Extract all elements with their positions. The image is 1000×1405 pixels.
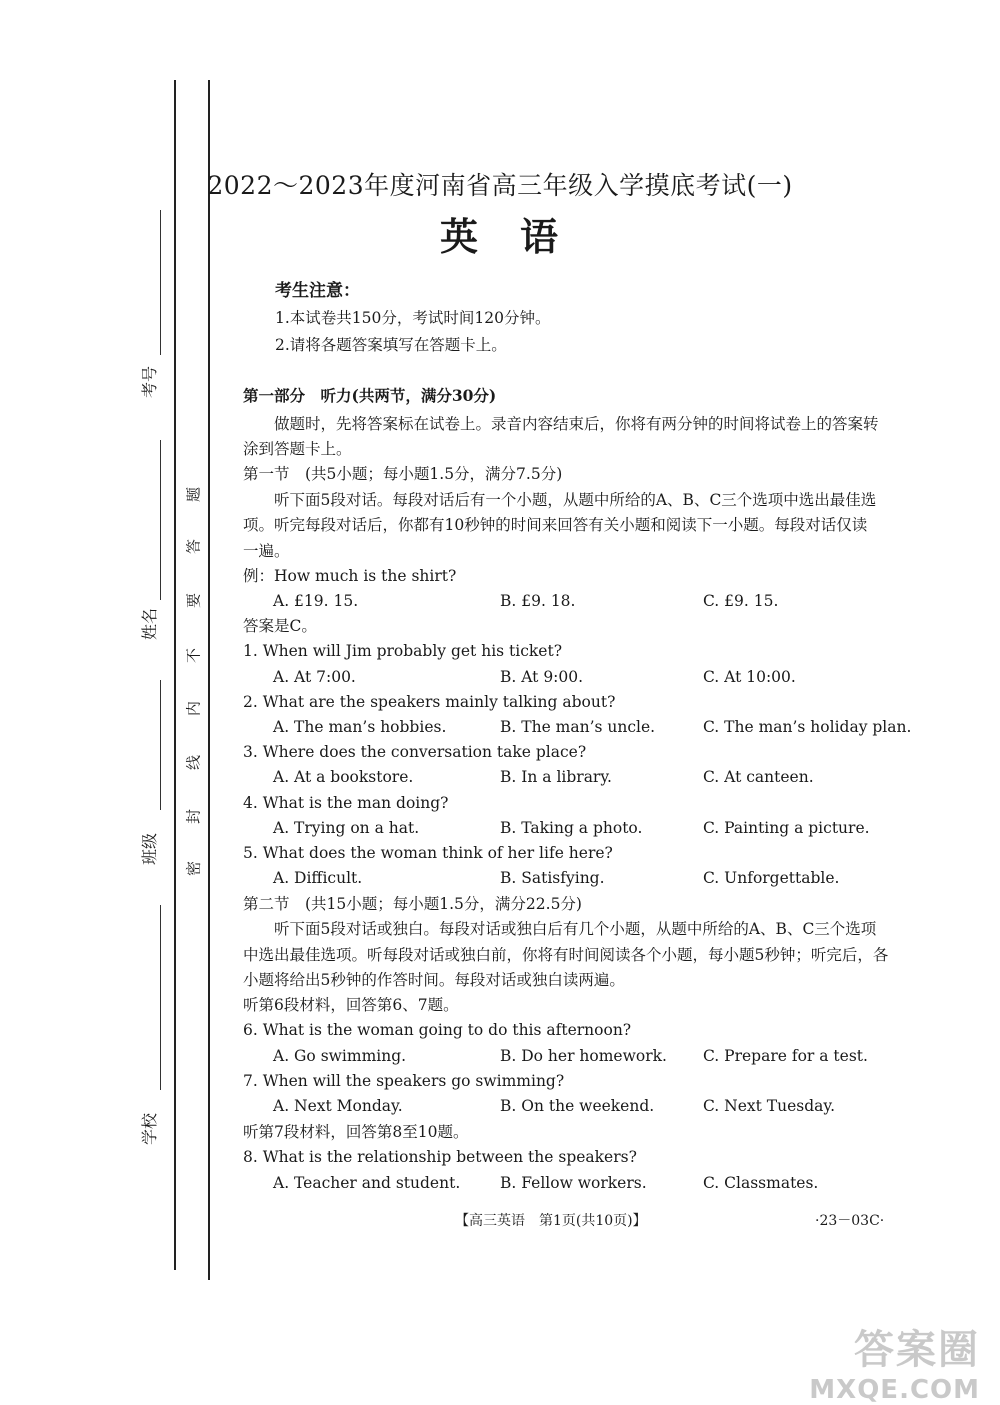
question-4: 4. What is the man doing? bbox=[243, 794, 449, 812]
q1-option-b: B. At 9:00. bbox=[500, 668, 584, 686]
part1-intro-2: 涂到答题卡上。 bbox=[243, 440, 352, 458]
subject-title: 英语 bbox=[439, 214, 600, 259]
example-question: 例：How much is the shirt? bbox=[243, 567, 457, 585]
q7-option-b: B. On the weekend. bbox=[500, 1097, 655, 1115]
notice-item-1: 1.本试卷共150分，考试时间120分钟。 bbox=[275, 309, 551, 327]
part1-intro-1: 做题时，先将答案标在试卷上。录音内容结束后，你将有两分钟的时间将试卷上的答案转 bbox=[274, 415, 879, 433]
page-footer: 【高三英语 第1页(共10页)】 bbox=[455, 1213, 647, 1229]
section2-desc-3: 小题将给出5秒钟的作答时间。每段对话或独白读两遍。 bbox=[243, 971, 625, 989]
section1-desc-1: 听下面5段对话。每段对话后有一个小题，从题中所给的A、B、C三个选项中选出最佳选 bbox=[274, 491, 877, 509]
material-7-heading: 听第7段材料，回答第8至10题。 bbox=[243, 1123, 469, 1141]
class-label: 班级 bbox=[140, 832, 159, 865]
notice-heading: 考生注意： bbox=[275, 281, 360, 301]
q5-option-b: B. Satisfying. bbox=[500, 869, 605, 887]
example-option-a: A. £19. 15. bbox=[273, 592, 359, 610]
q2-option-b: B. The man’s uncle. bbox=[500, 718, 656, 736]
section1-desc-3: 一遍。 bbox=[243, 542, 290, 560]
q4-option-a: A. Trying on a hat. bbox=[273, 819, 420, 837]
q1-option-c: C. At 10:00. bbox=[703, 668, 796, 686]
watermark bbox=[809, 1318, 980, 1405]
example-option-b: B. £9. 18. bbox=[500, 592, 576, 610]
q7-option-c: C. Next Tuesday. bbox=[703, 1097, 836, 1115]
name-blank bbox=[160, 440, 161, 600]
seal-char-2: 答 bbox=[184, 539, 203, 555]
section2-desc-2: 中选出最佳选项。听每段对话或独白前，你将有时间阅读各个小题，每小题5秒钟；听完后，各 bbox=[243, 946, 889, 964]
school-label: 学校 bbox=[140, 1112, 159, 1145]
q3-option-c: C. At canteen. bbox=[703, 768, 814, 786]
question-3: 3. Where does the conversation take place? bbox=[243, 743, 587, 761]
example-option-c: C. £9. 15. bbox=[703, 592, 779, 610]
q7-option-a: A. Next Monday. bbox=[273, 1097, 403, 1115]
question-7: 7. When will the speakers go swimming? bbox=[243, 1072, 565, 1090]
section2-desc-1: 听下面5段对话或独白。每段对话或独白后有几个小题，从题中所给的A、B、C三个选项 bbox=[274, 920, 877, 938]
q6-option-c: C. Prepare for a test. bbox=[703, 1047, 868, 1065]
q4-option-b: B. Taking a photo. bbox=[500, 819, 643, 837]
material-6-heading: 听第6段材料，回答第6、7题。 bbox=[243, 996, 459, 1014]
exam-no-label: 考号 bbox=[140, 365, 159, 398]
q2-option-a: A. The man’s hobbies. bbox=[273, 718, 447, 736]
q5-option-c: C. Unforgettable. bbox=[703, 869, 840, 887]
question-8: 8. What is the relationship between the speakers? bbox=[243, 1148, 637, 1166]
exam-title: 2022～2023年度河南省高三年级入学摸底考试(一) bbox=[207, 171, 793, 200]
name-label: 姓名 bbox=[140, 607, 159, 640]
q6-option-a: A. Go swimming. bbox=[273, 1047, 407, 1065]
q8-option-c: C. Classmates. bbox=[703, 1174, 819, 1192]
question-5: 5. What does the woman think of her life here? bbox=[243, 844, 613, 862]
question-6: 6. What is the woman going to do this afternoon? bbox=[243, 1021, 632, 1039]
section1-heading: 第一节 (共5小题；每小题1.5分，满分7.5分) bbox=[243, 465, 563, 483]
question-1: 1. When will Jim probably get his ticket? bbox=[243, 642, 563, 660]
section1-desc-2: 项。听完每段对话后，你都有10秒钟的时间来回答有关小题和阅读下一小题。每段对话仅读 bbox=[243, 516, 868, 534]
watermark-logo: 答案圈 bbox=[854, 1327, 980, 1373]
q4-option-c: C. Painting a picture. bbox=[703, 819, 870, 837]
q8-option-a: A. Teacher and student. bbox=[273, 1174, 461, 1192]
q3-option-b: B. In a library. bbox=[500, 768, 612, 786]
seal-char-5: 内 bbox=[184, 701, 203, 717]
example-answer: 答案是C。 bbox=[243, 617, 317, 635]
q3-option-a: A. At a bookstore. bbox=[273, 768, 414, 786]
school-blank bbox=[160, 905, 161, 1090]
seal-char-8: 密 bbox=[184, 861, 203, 877]
q5-option-a: A. Difficult. bbox=[273, 869, 363, 887]
seal-char-3: 要 bbox=[184, 593, 203, 609]
section2-heading: 第二节 (共15小题；每小题1.5分，满分22.5分) bbox=[243, 895, 582, 913]
seal-char-7: 封 bbox=[184, 809, 203, 825]
q6-option-b: B. Do her homework. bbox=[500, 1047, 667, 1065]
watermark-site: MXQE.COM bbox=[809, 1375, 980, 1405]
q8-option-b: B. Fellow workers. bbox=[500, 1174, 647, 1192]
seal-char-1: 题 bbox=[184, 487, 203, 503]
q2-option-c: C. The man’s holiday plan. bbox=[703, 718, 912, 736]
seal-char-4: 不 bbox=[184, 648, 203, 664]
part1-heading: 第一部分 听力(共两节，满分30分) bbox=[243, 386, 497, 405]
q1-option-a: A. At 7:00. bbox=[273, 668, 356, 686]
question-2: 2. What are the speakers mainly talking about? bbox=[243, 693, 616, 711]
class-blank bbox=[160, 680, 161, 810]
notice-item-2: 2.请将各题答案填写在答题卡上。 bbox=[275, 336, 507, 354]
paper-code: ·23－03C· bbox=[815, 1213, 885, 1229]
seal-char-6: 线 bbox=[184, 755, 203, 771]
